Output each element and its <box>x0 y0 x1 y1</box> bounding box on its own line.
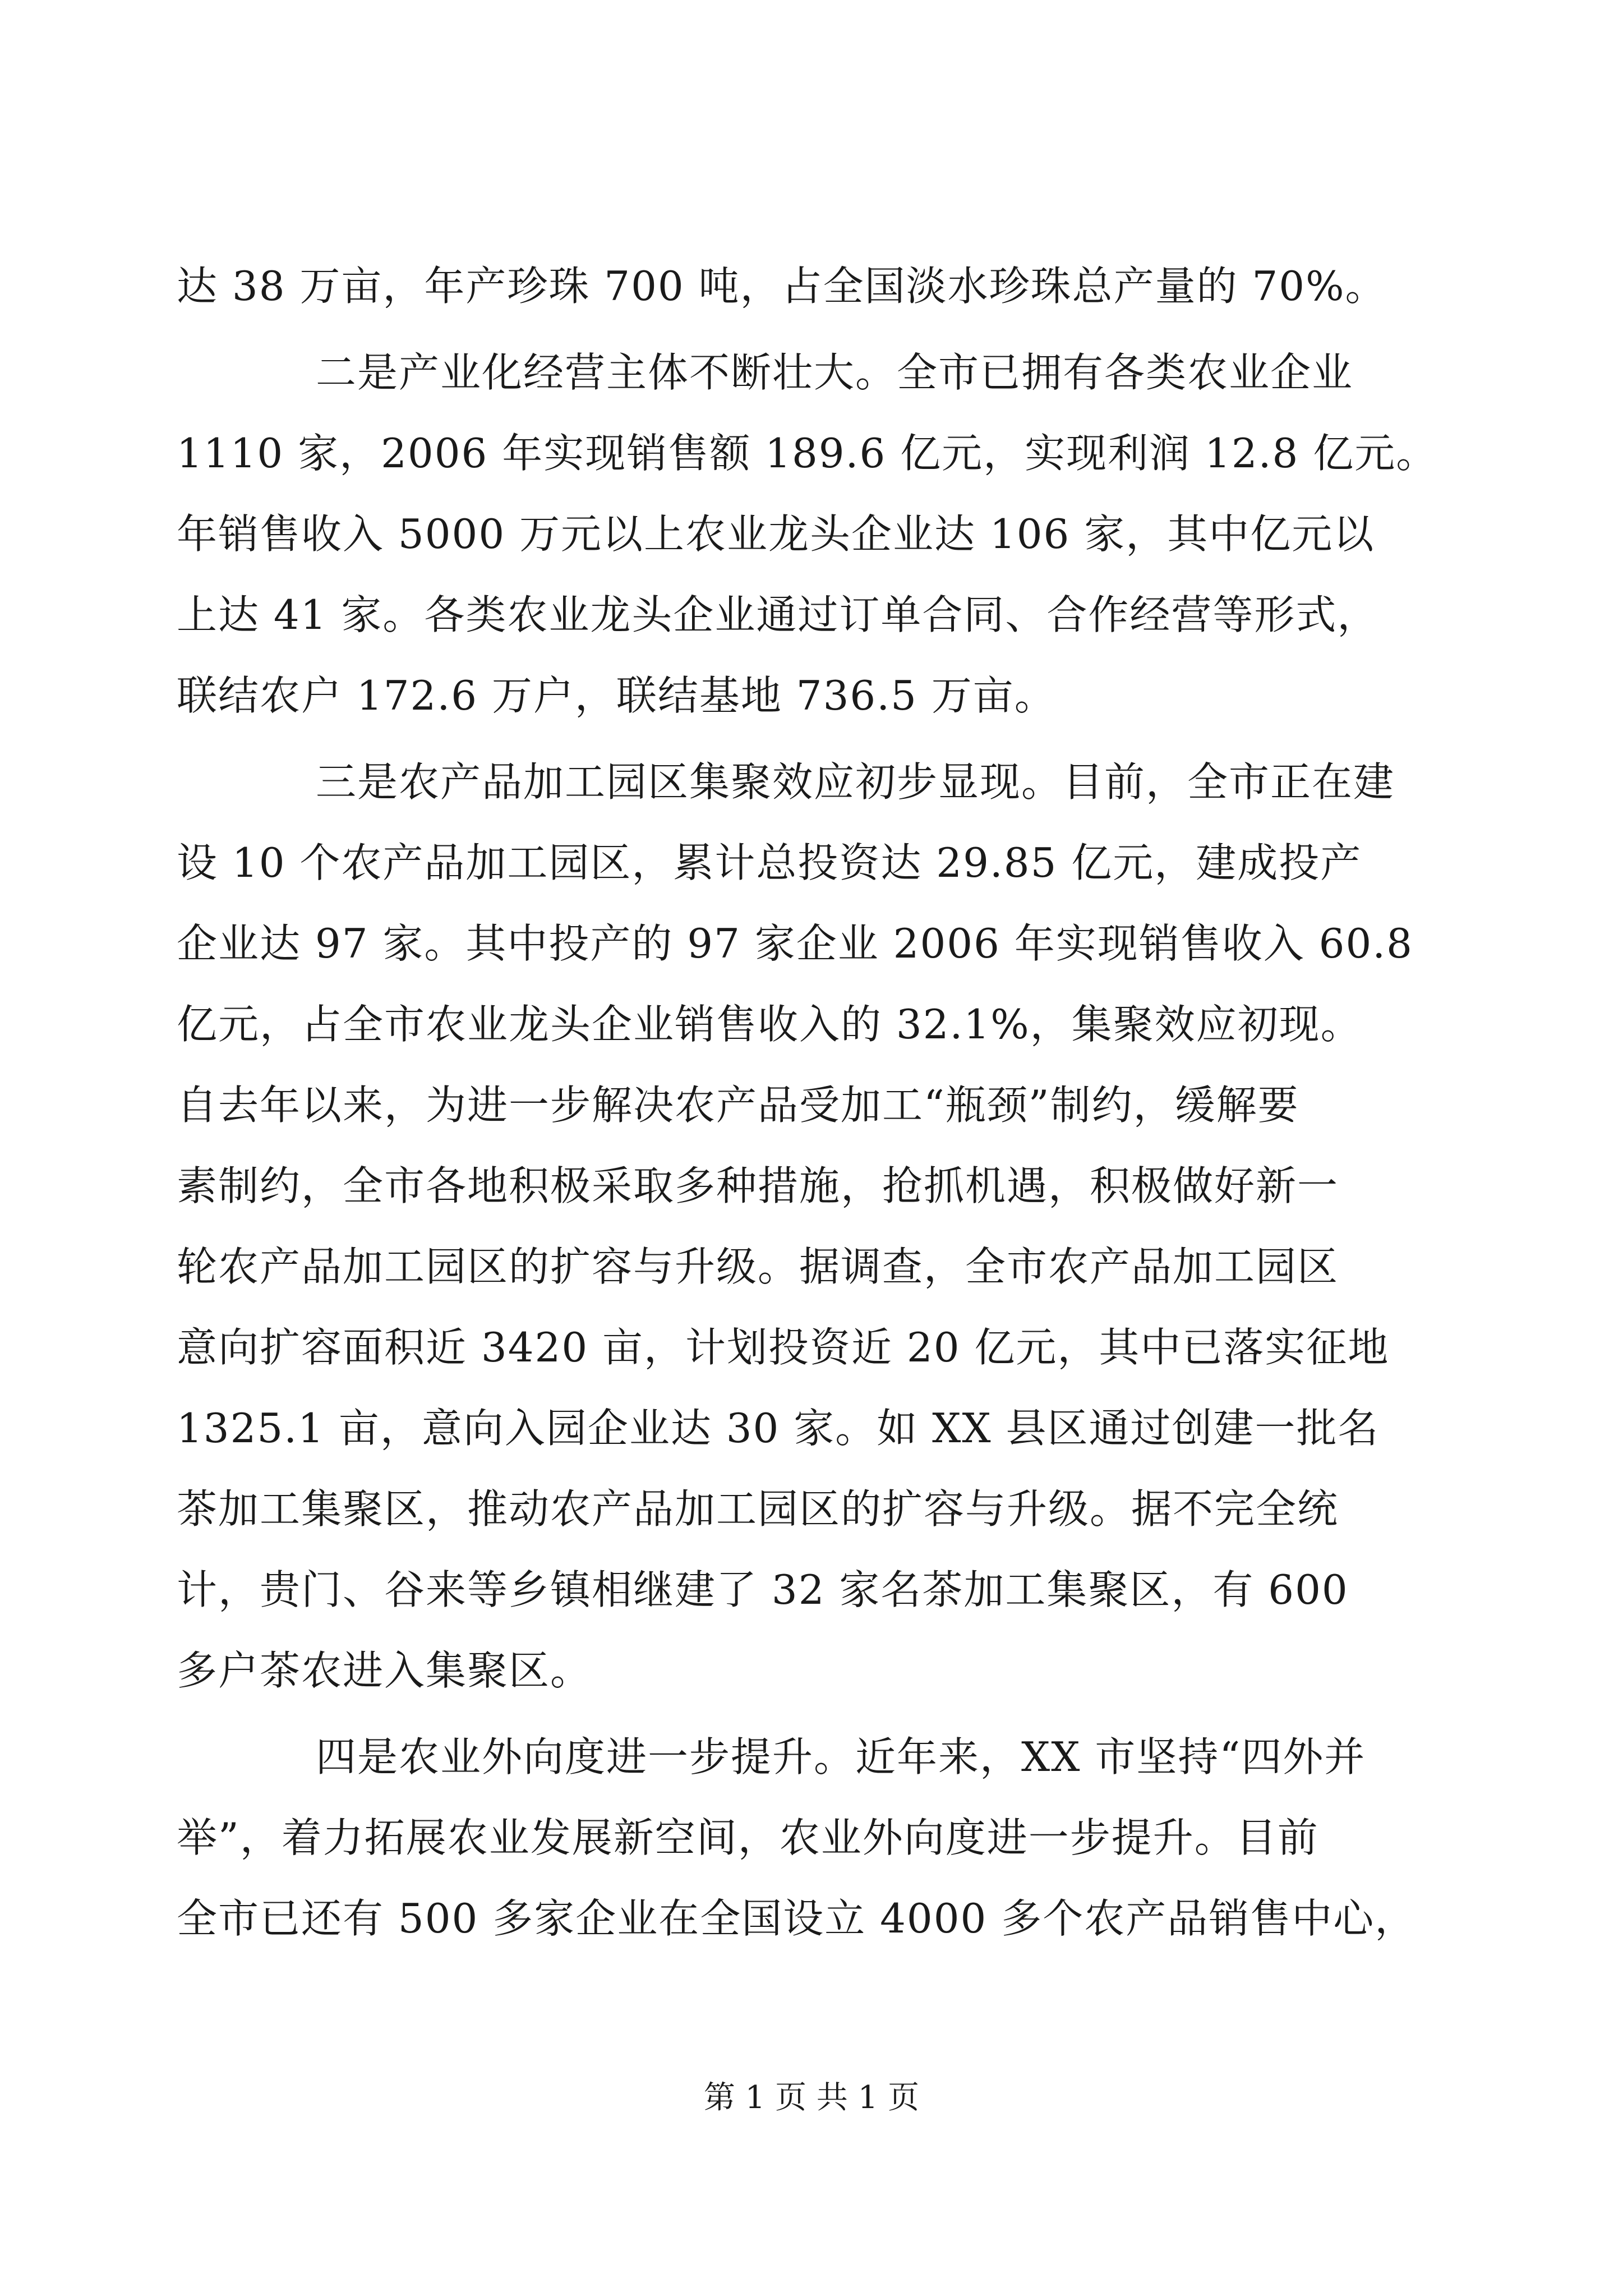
text-line: 企业达 97 家。其中投产的 97 家企业 2006 年实现销售收入 60.8 <box>177 920 1413 967</box>
text-line: 1110 家，2006 年实现销售额 189.6 亿元，实现利润 12.8 亿元。 <box>177 430 1438 477</box>
text-line: 素制约，全市各地积极采取多种措施，抢抓机遇，积极做好新一 <box>177 1162 1339 1209</box>
text-line: 达 38 万亩，年产珍珠 700 吨，占全国淡水珍珠总产量的 70%。 <box>177 263 1387 310</box>
text-line: 多户茶农进入集聚区。 <box>177 1647 592 1694</box>
paragraph-start-line: 四是农业外向度进一步提升。近年来，XX 市坚持“四外并 <box>316 1733 1366 1780</box>
paragraph-start-line: 三是农产品加工园区集聚效应初步显现。目前，全市正在建 <box>316 758 1395 806</box>
text-line: 自去年以来，为进一步解决农产品受加工“瓶颈”制约，缓解要 <box>177 1082 1299 1129</box>
text-line: 举”，着力拓展农业发展新空间，农业外向度进一步提升。目前 <box>177 1814 1319 1861</box>
text-line: 轮农产品加工园区的扩容与升级。据调查，全市农产品加工园区 <box>177 1243 1339 1290</box>
page-footer: 第 1 页 共 1 页 <box>703 2079 920 2116</box>
text-line: 茶加工集聚区，推动农产品加工园区的扩容与升级。据不完全统 <box>177 1485 1339 1533</box>
text-line: 年销售收入 5000 万元以上农业龙头企业达 106 家，其中亿元以 <box>177 510 1375 558</box>
text-line: 亿元，占全市农业龙头企业销售收入的 32.1%，集聚效应初现。 <box>177 1001 1362 1048</box>
document-body <box>177 246 1450 1959</box>
text-line: 联结农户 172.6 万户，联结基地 736.5 万亩。 <box>177 672 1056 719</box>
text-line: 设 10 个农产品加工园区，累计总投资达 29.85 亿元，建成投产 <box>177 839 1362 886</box>
text-line: 计，贵门、谷来等乡镇相继建了 32 家名茶加工集聚区，有 600 <box>177 1566 1349 1613</box>
text-line: 意向扩容面积近 3420 亩，计划投资近 20 亿元，其中已落实征地 <box>177 1324 1390 1371</box>
text-line: 上达 41 家。各类农业龙头企业通过订单合同、合作经营等形式， <box>177 591 1379 638</box>
text-line: 1325.1 亩，意向入园企业达 30 家。如 XX 县区通过创建一批名 <box>177 1405 1380 1452</box>
text-line: 全市已还有 500 多家企业在全国设立 4000 多个农产品销售中心， <box>177 1895 1417 1942</box>
paragraph-start-line: 二是产业化经营主体不断壮大。全市已拥有各类农业企业 <box>316 349 1354 396</box>
